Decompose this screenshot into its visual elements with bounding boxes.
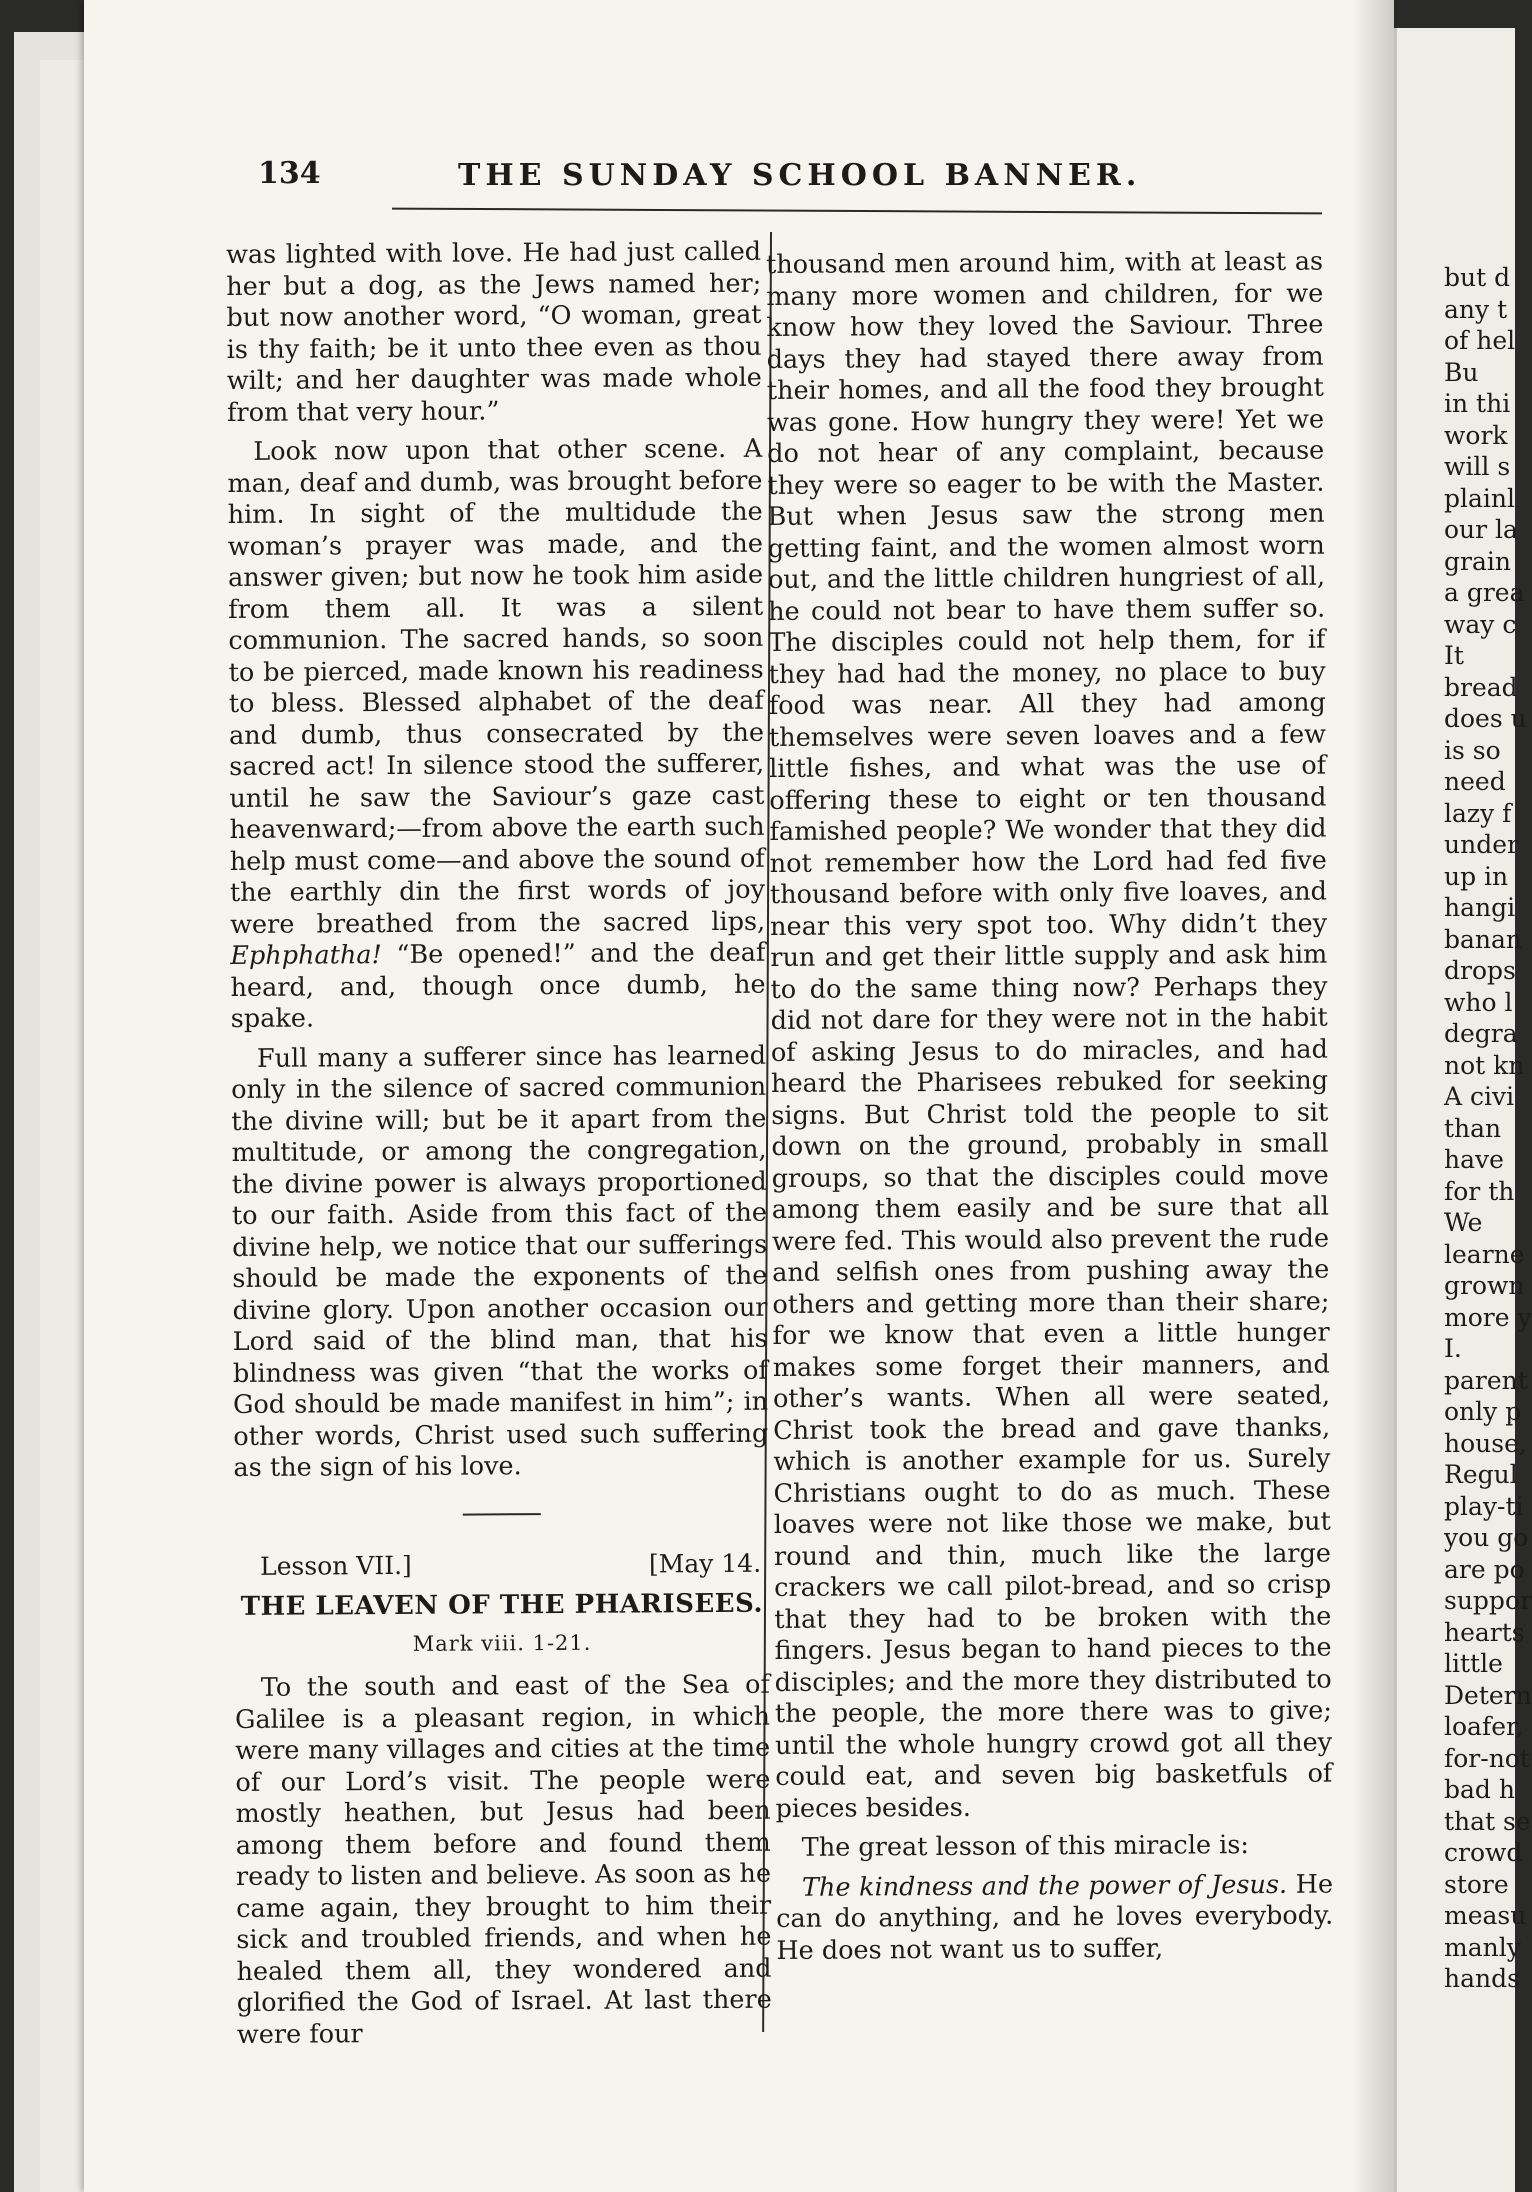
facing-page-line: Regul: [1444, 1460, 1518, 1489]
facing-page-line: that se: [1444, 1806, 1531, 1836]
facing-page-line: hands: [1444, 1964, 1520, 1993]
paragraph-text-continued: “Be opened!” and the deaf heard, and, though once dumb, he spake.: [230, 937, 766, 1034]
page-header: [258, 150, 1323, 210]
facing-page-line: not kn: [1444, 1050, 1525, 1080]
facing-page-line: will s: [1444, 452, 1511, 481]
facing-page-line: I.: [1444, 1334, 1462, 1363]
facing-page-line: way c: [1444, 609, 1517, 639]
paragraph: To the south and east of the Sea of Galilee is a pleasant region, in which were many villages and cities at the time of our Lord’s visit. The people were mostly heathen, but Jesus had been among them before and found them ready to listen and believe. As soon as he came again, they brought to him their sick and troubled friends, and when he healed them all, they wondered and glorified the God of Israel. At last there were four: [234, 1669, 772, 2050]
paragraph: thousand men around him, with at least as many more women and children, for we know how they loved the Saviour. Three days they had stayed there away from their homes, and all the food they brought was gone. How hungry they were! Yet we do not hear of any complaint, because they were so eager to be with the Master. But when Jesus saw the strong men getting faint, and the women almost worn out, and the little children hungriest of all, he could not bear to have them suffer so. The disciples could not help them, for if they had had the money, no place to buy food was near. All they had among themselves were seven loaves and a few little fishes, and what was the use of offering these to eight or ten thousand famished people? We wonder that they did not remember how the Lord had fed five thousand before with only five loaves, and near this very spot too. Why didn’t they run and get their little supply and ask him to do the same thing now? Perhaps they did not dare for they were not in the habit of asking Jesus to do miracles, and had heard the Pharisees rebuked for seeking signs. But Christ told the people to sit down on the ground, probably in small groups, so that the disciples could move among them easily and be sure that all were fed. This would also prevent the rude and selfish ones from pushing away the others and getting more than their share; for we know that even a little hunger makes some forget their manners, and other’s wants. When all were seated, Christ took the bread and gave thanks, which is another example for us. Surely Christians ought to do as much. These loaves were not like those we make, but round and thin, much like the large crackers we call pilot-bread, and so crisp that they had to be broken with the fingers. Jesus began to hand pieces to the disciples; and the more they distributed to the people, the more there was to give; until the whole hungry crowd got all they could eat, and seven big basketfuls of pieces besides.: [766, 246, 1333, 1824]
paragraph: was lighted with love. He had just called her but a dog, as the Jews named her; but now another word, “O woman, great is thy faith; be it unto thee even as thou wilt; and her daughter was made whole from that very hour.”: [226, 236, 762, 428]
facing-page-line: degra: [1444, 1019, 1518, 1048]
facing-page-line: store: [1444, 1869, 1509, 1899]
facing-page-line: up in: [1444, 861, 1509, 891]
facing-page-line: little: [1444, 1649, 1503, 1678]
facing-page-line: are po: [1444, 1554, 1525, 1584]
facing-page-line: our la: [1444, 515, 1518, 544]
gutter-shadow: [1352, 0, 1394, 2192]
facing-page-line: hangi: [1444, 893, 1516, 922]
facing-page-line: loafer,: [1444, 1712, 1524, 1741]
facing-page-line: A civi: [1444, 1082, 1515, 1111]
facing-page-line: drops: [1444, 956, 1516, 985]
facing-page-line: lazy f: [1444, 798, 1512, 828]
facing-page-line: is so: [1444, 735, 1501, 765]
facing-page-line: bread: [1444, 672, 1518, 702]
facing-page-line: of hel: [1444, 326, 1516, 355]
facing-page-line: We: [1444, 1208, 1483, 1237]
facing-page-line: play-ti: [1444, 1491, 1524, 1521]
facing-page-line: under: [1444, 830, 1519, 859]
lesson-date: [May 14.: [648, 1548, 762, 1578]
facing-page-line: learne: [1444, 1239, 1525, 1269]
facing-page-text: [1444, 262, 1532, 1995]
facing-page-line: for th: [1444, 1176, 1515, 1206]
paragraph-ephphatha: [227, 434, 766, 1036]
facing-page-line: crowd: [1444, 1838, 1523, 1867]
facing-page-line: than: [1444, 1113, 1502, 1143]
facing-page-line: Bu: [1444, 357, 1479, 387]
facing-page-line: any t: [1444, 294, 1508, 324]
facing-page-line: need: [1444, 767, 1506, 796]
italic-line: The kindness and the power of Jesus.: [801, 1869, 1288, 1903]
facing-page-line: who l: [1444, 987, 1513, 1017]
facing-page-line: It: [1444, 641, 1464, 670]
lesson-reference: Mark viii. 1-21.: [412, 1630, 592, 1656]
italic-statement: [776, 1869, 1334, 1967]
facing-page-line: only p: [1444, 1397, 1522, 1426]
page-number: 134: [258, 156, 321, 191]
facing-page-line: measu: [1444, 1901, 1527, 1930]
running-title: THE SUNDAY SCHOOL BANNER.: [458, 158, 1142, 193]
facing-page-line: manly: [1444, 1932, 1521, 1962]
lesson-heading-line: [234, 1547, 769, 1582]
facing-page-line: but d: [1444, 263, 1511, 292]
facing-page-line: in thi: [1444, 389, 1511, 418]
facing-page-line: Detern: [1444, 1680, 1532, 1710]
right-column: [766, 247, 1334, 1975]
paragraph: The great lesson of this miracle is:: [801, 1830, 1250, 1863]
facing-page-line: parent: [1444, 1365, 1528, 1395]
facing-page-line: suppor: [1444, 1586, 1532, 1615]
lesson-number: Lesson VII.]: [260, 1550, 412, 1581]
facing-page-line: grown: [1444, 1271, 1525, 1300]
facing-page-line: work: [1444, 420, 1508, 450]
ephphatha-word: Ephphatha!: [230, 940, 382, 971]
facing-page-line: hearts: [1444, 1617, 1525, 1647]
paragraph-text-continued: He can do anything, and he loves everybody. He does not want us to suffer,: [776, 1869, 1334, 1966]
facing-page-line: more y: [1444, 1302, 1532, 1332]
facing-page-line: banan: [1444, 924, 1523, 954]
paragraph: Full many a sufferer since has learned only in the silence of sacred communion the divine will; but be it apart from the multitude, or among the congregation, the divine power is always proportioned to our faith. Aside from this fact of the divine help, we notice that our sufferings should be made the exponents of the divine glory. Upon another occasion our Lord said of the blind man, that his blindness was given “that the works of God should be made manifest in him”; in other words, Christ used such suffering as the sign of his love.: [231, 1040, 769, 1483]
facing-page-line: for-not: [1444, 1743, 1530, 1773]
paragraph-text: Look now upon that other scene. A man, deaf and dumb, was brought before him. In sight of the multidude the woman’s prayer was made, and the answer given; but now he took him aside from them all. It was a silent communion. The sacred hands, so soon to be pierced, made known his readiness to bless. Blessed alphabet of the deaf and dumb, thus consecrated by the sacred act! In silence stood the sufferer, until he saw the Saviour’s gaze cast heavenward;—from above the earth such help must come—and above the sound of the earthly din the first words of joy were breathed from the sacred lips,: [227, 433, 766, 940]
facing-page-line: plainl: [1444, 483, 1515, 513]
left-column: [226, 237, 772, 2059]
section-divider: [462, 1513, 540, 1515]
facing-page-line: grain: [1444, 546, 1511, 576]
facing-page-line: bad h: [1444, 1775, 1515, 1804]
facing-page-line: a grea: [1444, 578, 1525, 607]
facing-page-line: does u: [1444, 704, 1527, 733]
facing-page-line: have: [1444, 1145, 1504, 1174]
facing-page-line: you go: [1444, 1523, 1529, 1552]
facing-page-line: house,: [1444, 1428, 1527, 1458]
lesson-title: THE LEAVEN OF THE PHARISEES.: [240, 1588, 764, 1622]
